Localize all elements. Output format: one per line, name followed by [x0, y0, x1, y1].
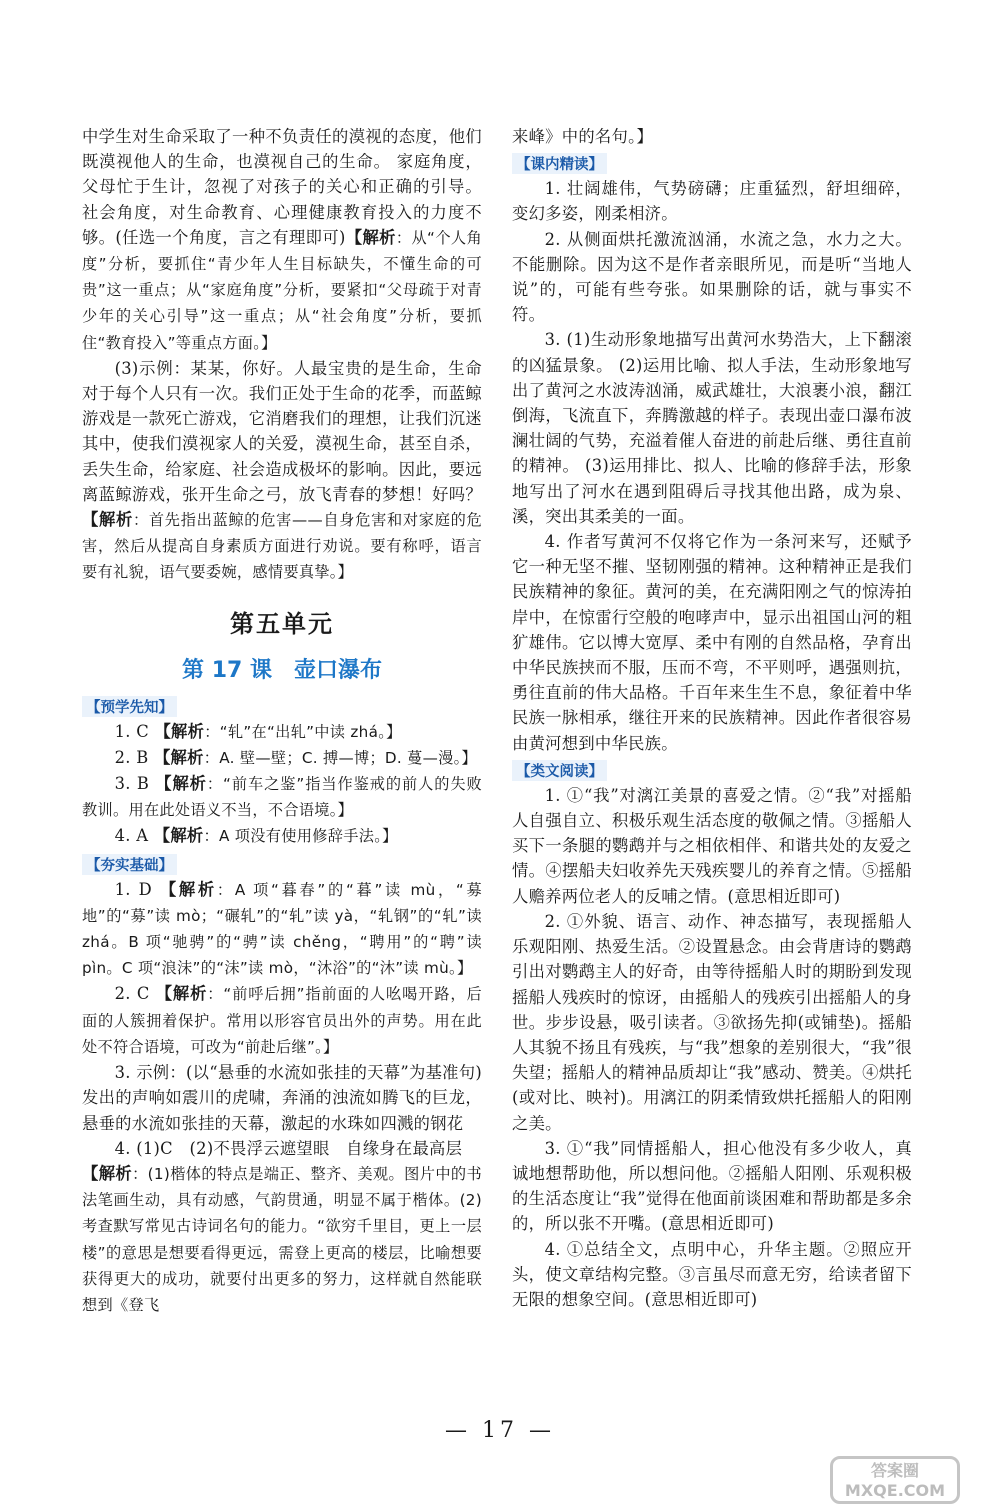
analysis-tag: 【解析 — [345, 227, 396, 247]
analysis-paragraph: 【解析：(1)楷体的特点是端正、整齐、美观。图片中的书法笔画生动，具有动感，气韵贯通，明显不属于楷体。(2)考查默写常见古诗词名句的能力。“欲穷千里目，更上一层楼”的意思是想要看得更远，需登上更高的楼层，比喻想要获得更大的成功，就要付出更多的努力，这样就自然能联想到《登飞 — [82, 1163, 482, 1314]
watermark-logo — [830, 1456, 960, 1504]
paragraph: (3)示例：某某，你好。人最宝贵的是生命，生命对于每个人只有一次。我们正处于生命的花季，而蓝鲸游戏是一款死亡游戏，它消磨我们的理想，让我们沉迷其中，使我们漠视家人的关爱，漠视生命，甚至自杀，丢失生命，给家庭、社会造成极坏的影响。因此，要远离蓝鲸游戏，张开生命之弓，放飞青春的梦想！好吗？ 【解析：首先指出蓝鲸的危害——自身危害和对家庭的危害，然后从提高自身素质方面进行劝说。要有称呼，语言要有礼貌，语气要委婉，感情要真挚。】 — [82, 358, 482, 582]
right-column — [512, 124, 912, 1312]
answer-item: 1. C 【解析：“轧”在“出轧”中读 zhá。】 — [114, 721, 402, 741]
lesson-title: 第 17 课 壶口瀑布 — [182, 657, 382, 683]
analysis-text: ：从“个人角度”分析，要抓住“青少年人生目标缺失，不懂生命的可贵”这一重点；从“家庭角度”分析，要紧扣“父母疏于对青少年的关心引导”这一重点；从“社会角度”分析，要抓住“教育投入”等重点方面。】 — [82, 228, 483, 352]
answer-item: 4. 作者写黄河不仅将它作为一条河来写，还赋予它一种无坚不摧、坚韧刚强的精神。这种精神正是我们民族精神的象征。黄河的美，在充满阳刚之气的惊涛拍岸中，在惊雷行空般的咆哮声中，显示出祖国山河的粗犷雄伟。它以博大宽厚、柔中有刚的自然品格，孕育出中华民族挟而不服，压而不弯，不平则呼，遇强则抗，勇往直前的伟大品格。千百年来生生不息，象征着中华民族一脉相承，继往开来的民族精神。因此作者很容易由黄河想到中华民族。 — [512, 532, 912, 753]
section-heading-basics: 【夯实基础】 — [82, 854, 177, 875]
watermark-line1: 答案圈 — [870, 1461, 919, 1480]
analysis-text: ：首先指出蓝鲸的危害——自身危害和对家庭的危害，然后从提高自身素质方面进行劝说。要有称呼，语言要有礼貌，语气要委婉，感情要真挚。】 — [82, 511, 482, 582]
unit-title: 第五单元 — [230, 609, 334, 638]
answer-item: 3. (1)生动形象地描写出黄河水势浩大，上下翻滚的凶猛景象。 (2)运用比喻、拟人手法，生动形象地写出了黄河之水波涛汹涌，威武雄壮，大浪裹小浪，翻江倒海，飞流直下，奔腾激越的样子。表现出壶口瀑布波澜壮阔的气势，充溢着催人奋进的前赴后继、勇往直前的精神。 (3)运用排比、拟人、比喻的修辞手法，形象地写出了河水在遇到阻碍后寻找其他出路，成为泉、溪，突出其柔美的一面。 — [512, 330, 912, 526]
answer-item: 4. A 【解析：A 项没有使用修辞手法。】 — [114, 826, 398, 846]
page-number: — 17 — — [445, 1418, 555, 1443]
section-heading-similar-reading: 【类文阅读】 — [512, 760, 607, 781]
watermark-line2: MXQE.COM — [844, 1481, 946, 1500]
left-column — [82, 124, 482, 1318]
paragraph: 中学生对生命采取了一种不负责任的漠视的态度，他们既漠视他人的生命，也漠视自己的生命。 家庭角度，父母忙于生计，忽视了对孩子的关心和正确的引导。 社会角度，对生命教育、心理健康教育投入的力度不够。(任选一个角度，言之有理即可)【解析：从“个人角度”分析，要抓住“青少年人生目标缺失，不懂生命的可贵”这一重点；从“家庭角度”分析，要紧扣“父母疏于对青少年的关心引导”这一重点；从“社会角度”分析，要抓住“教育投入”等重点方面。】 — [82, 127, 483, 352]
section-heading-close-reading: 【课内精读】 — [512, 153, 607, 174]
answer-item: 1. 壮阔雄伟，气势磅礴；庄重猛烈，舒坦细碎，变幻多姿，刚柔相济。 — [512, 179, 912, 224]
answer-item: 4. (1)C (2)不畏浮云遮望眼 自缘身在最高层 — [114, 1138, 463, 1158]
analysis-tag: 【解析 — [82, 510, 133, 530]
answer-item: 2. C 【解析：“前呼后拥”指前面的人吆喝开路，后面的人簇拥着保护。常用以形容官员出外的声势。用在此处不符合语境，可改为“前赴后继”。】 — [82, 984, 482, 1056]
answer-item: 3. 示例：(以“悬垂的水流如张挂的天幕”为基准句)发出的声响如震川的虎啸，奔涌的浊流如腾飞的巨龙，悬垂的水流如张挂的天幕，激起的水珠如四溅的钢花 — [82, 1063, 482, 1133]
answer-item: 4. ①总结全文，点明中心，升华主题。②照应开头，使文章结构完整。③言虽尽而意无穷，给读者留下无限的想象空间。(意思相近即可) — [512, 1239, 912, 1309]
paragraph: 来峰》中的名句。】 — [512, 127, 654, 146]
answer-item: 1. D 【解析：A 项“暮春”的“暮”读 mù，“募地”的“募”读 mò；“碾轧”的“轧”读 yà，“轧钢”的“轧”读 zhá。B 项“驰骋”的“骋”读 chěng，“聘用”的“聘”读 pìn。C 项“浪沫”的“沫”读 mò，“沐浴”的“沐”读 mù。】 — [82, 879, 482, 978]
answer-item: 2. B 【解析：A. 壁—壁；C. 搏—博；D. 蔓—漫。】 — [114, 747, 478, 767]
answer-item: 3. B 【解析：“前车之鉴”指当作鉴戒的前人的失败教训。用在此处语义不当，不合语境。】 — [82, 774, 482, 820]
answer-item: 1. ①“我”对漓江美景的喜爱之情。②“我”对摇船人自强自立、积极乐观生活态度的敬佩之情。③摇船人买下一条腿的鹦鹉并与之相依相伴、和谐共处的友爱之情。④摆船夫妇收养先天残疾婴儿的养育之情。⑤摇船人赡养两位老人的反哺之情。(意思相近即可) — [512, 785, 912, 906]
answer-item: 2. ①外貌、语言、动作、神态描写，表现摇船人乐观阳刚、热爱生活。②设置悬念。由会背唐诗的鹦鹉引出对鹦鹉主人的好奇，由等待摇船人时的期盼到发现摇船人残疾时的惊讶，由摇船人的残疾引出摇船人的身世。步步设悬，吸引读者。③欲扬先抑(或铺垫)。摇船人其貌不扬且有残疾，与“我”想象的差别很大，“我”很失望；摇船人的精神品质却让“我”感动、赞美。④烘托(或对比、映衬)。用漓江的阴柔情致烘托摇船人的阳刚之美。 — [512, 911, 912, 1133]
answer-item: 3. ①“我”同情摇船人，担心他没有多少收人，真诚地想帮助他，所以想问他。②摇船人阳刚、乐观积极的生活态度让“我”觉得在他面前谈困难和帮助都是多余的，所以张不开嘴。(意思相近即可) — [512, 1138, 912, 1234]
answer-item: 2. 从侧面烘托激流汹涌，水流之急，水力之大。不能删除。因为这不是作者亲眼所见，而是听“当地人说”的，可能有些夸张。如果删除的话，就与事实不符。 — [512, 229, 912, 325]
section-heading-preview: 【预学先知】 — [82, 696, 177, 717]
